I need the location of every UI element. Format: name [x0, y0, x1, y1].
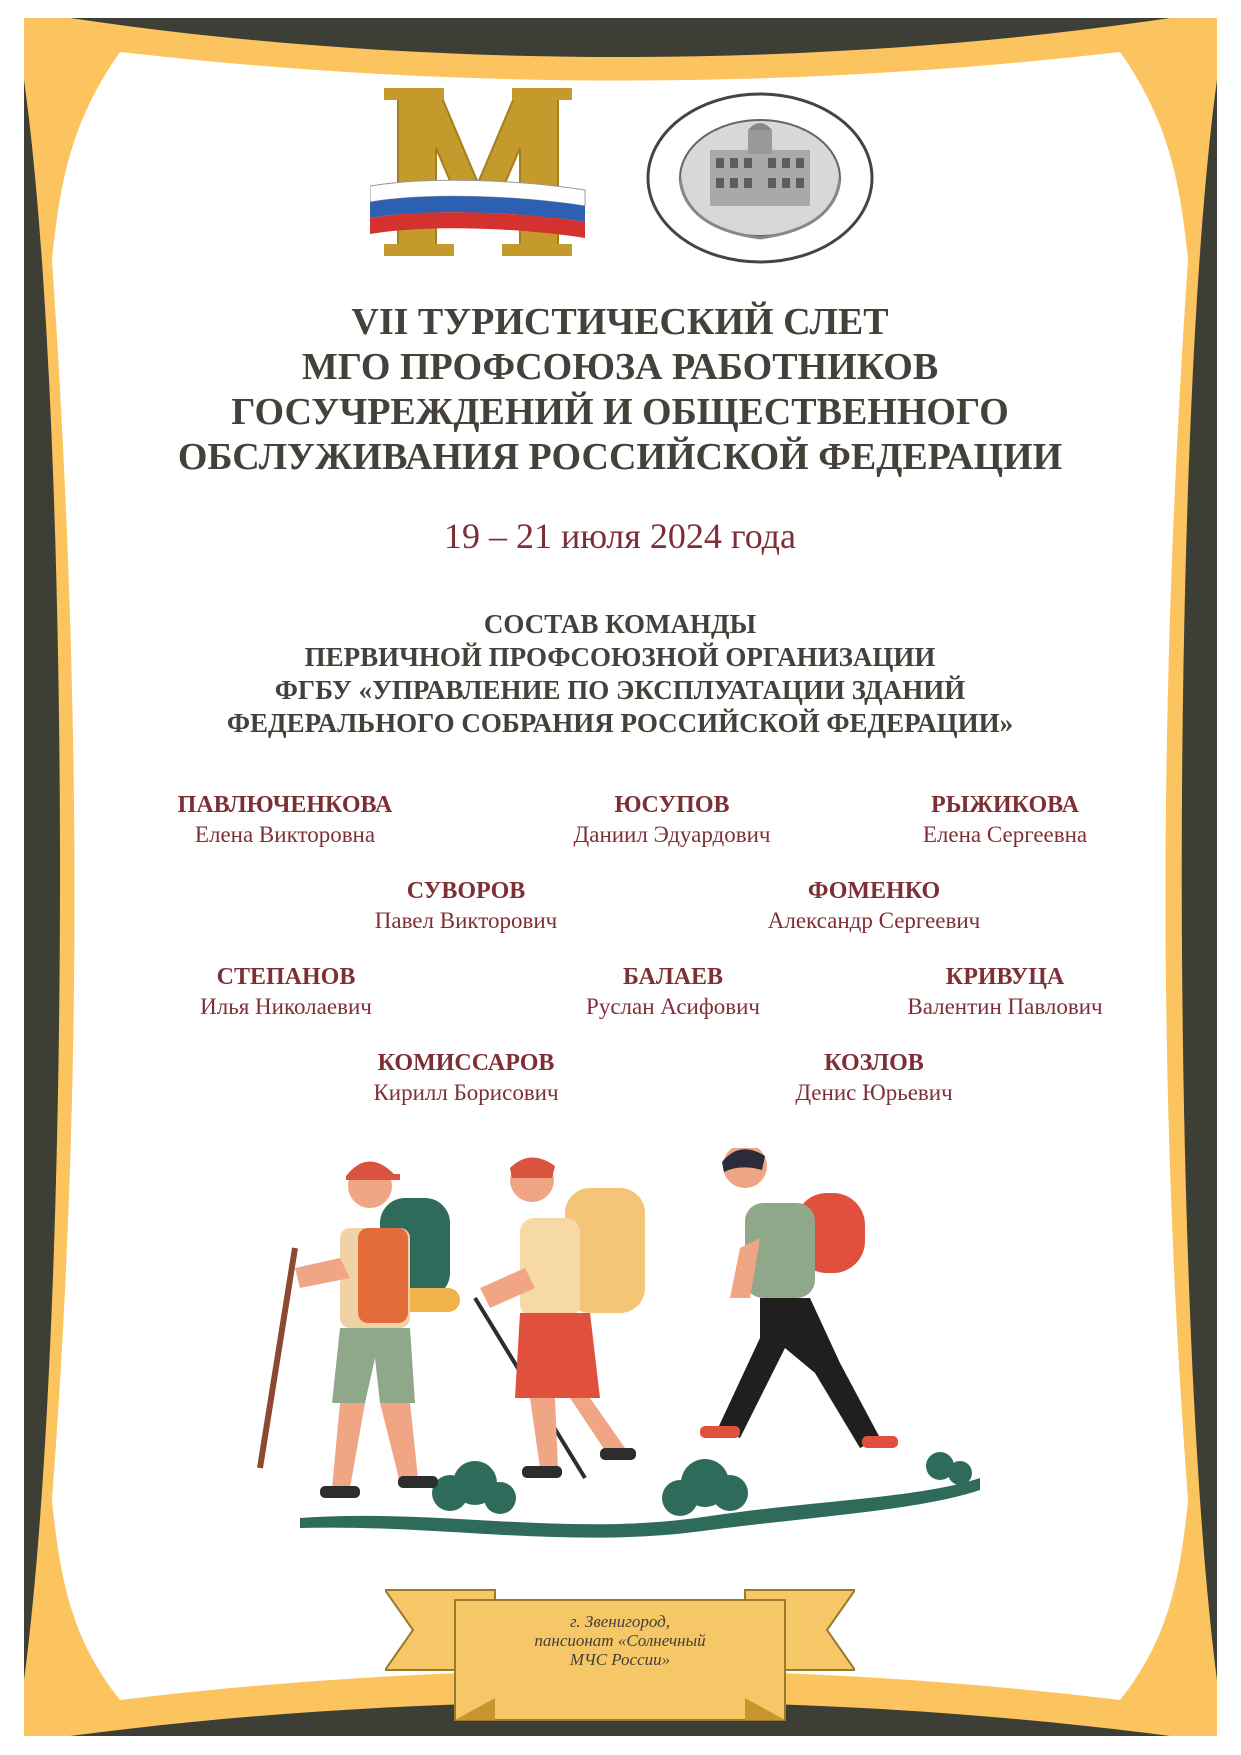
hiker-2 — [475, 1157, 645, 1478]
subtitle-line: ФЕДЕРАЛЬНОГО СОБРАНИЯ РОССИЙСКОЙ ФЕДЕРАЦИИ» — [226, 708, 1014, 738]
organization-seal — [640, 88, 880, 268]
hiker-1 — [260, 1161, 460, 1498]
title-line: VII ТУРИСТИЧЕСКИЙ СЛЕТ — [351, 301, 889, 343]
member-surname: БАЛАЕВ — [622, 964, 724, 990]
team-member — [714, 876, 1034, 936]
member-given-name: Елена Викторовна — [194, 822, 376, 847]
member-given-name: Илья Николаевич — [200, 994, 372, 1019]
team-member — [512, 790, 832, 850]
member-given-name: Елена Сергеевна — [922, 822, 1088, 847]
member-surname: СУВОРОВ — [406, 878, 526, 904]
location-line: г. Звенигород, — [570, 1612, 670, 1631]
hiker-3 — [700, 1148, 898, 1448]
logos-row — [0, 88, 1241, 268]
member-surname: КРИВУЦА — [945, 964, 1065, 990]
union-logo — [370, 88, 590, 263]
subtitle-line: ПЕРВИЧНОЙ ПРОФСОЮЗНОЙ ОРГАНИЗАЦИИ — [304, 642, 936, 672]
member-surname: СТЕПАНОВ — [216, 964, 356, 990]
member-surname: КОЗЛОВ — [824, 1050, 924, 1076]
location-line: МЧС России» — [569, 1650, 671, 1669]
team-member — [845, 790, 1165, 850]
member-given-name: Денис Юрьевич — [795, 1080, 953, 1105]
title-line: ГОСУЧРЕЖДЕНИЙ И ОБЩЕСТВЕННОГО — [231, 391, 1009, 433]
subtitle-line: СОСТАВ КОМАНДЫ — [483, 609, 757, 639]
member-given-name: Кирилл Борисович — [373, 1080, 559, 1105]
event-dates: 19 – 21 июля 2024 года — [444, 516, 796, 556]
location-line: пансионат «Солнечный — [534, 1631, 706, 1650]
team-member — [125, 790, 445, 850]
hikers-illustration — [240, 1148, 1000, 1548]
member-surname: ФОМЕНКО — [807, 878, 941, 904]
team-member — [306, 876, 626, 936]
team-member — [845, 962, 1165, 1022]
event-title — [120, 300, 1120, 480]
member-given-name: Павел Викторович — [374, 908, 558, 933]
title-line: ОБСЛУЖИВАНИЯ РОССИЙСКОЙ ФЕДЕРАЦИИ — [177, 436, 1063, 478]
member-surname: ЮСУПОВ — [614, 792, 730, 818]
member-given-name: Руслан Асифович — [586, 994, 760, 1019]
team-member — [714, 1048, 1034, 1108]
member-surname: РЫЖИКОВА — [931, 792, 1079, 818]
team-heading — [120, 608, 1120, 740]
subtitle-line: ФГБУ «УПРАВЛЕНИЕ ПО ЭКСПЛУАТАЦИИ ЗДАНИЙ — [274, 675, 966, 705]
team-member — [126, 962, 446, 1022]
member-surname: КОМИССАРОВ — [377, 1050, 555, 1076]
title-line: МГО ПРОФСОЮЗА РАБОТНИКОВ — [301, 346, 939, 388]
member-surname: ПАВЛЮЧЕНКОВА — [177, 792, 393, 818]
team-member — [306, 1048, 626, 1108]
member-given-name: Валентин Павлович — [907, 994, 1103, 1019]
member-given-name: Даниил Эдуардович — [573, 822, 771, 847]
member-given-name: Александр Сергеевич — [767, 908, 981, 933]
event-location — [505, 1612, 735, 1669]
team-member — [513, 962, 833, 1022]
